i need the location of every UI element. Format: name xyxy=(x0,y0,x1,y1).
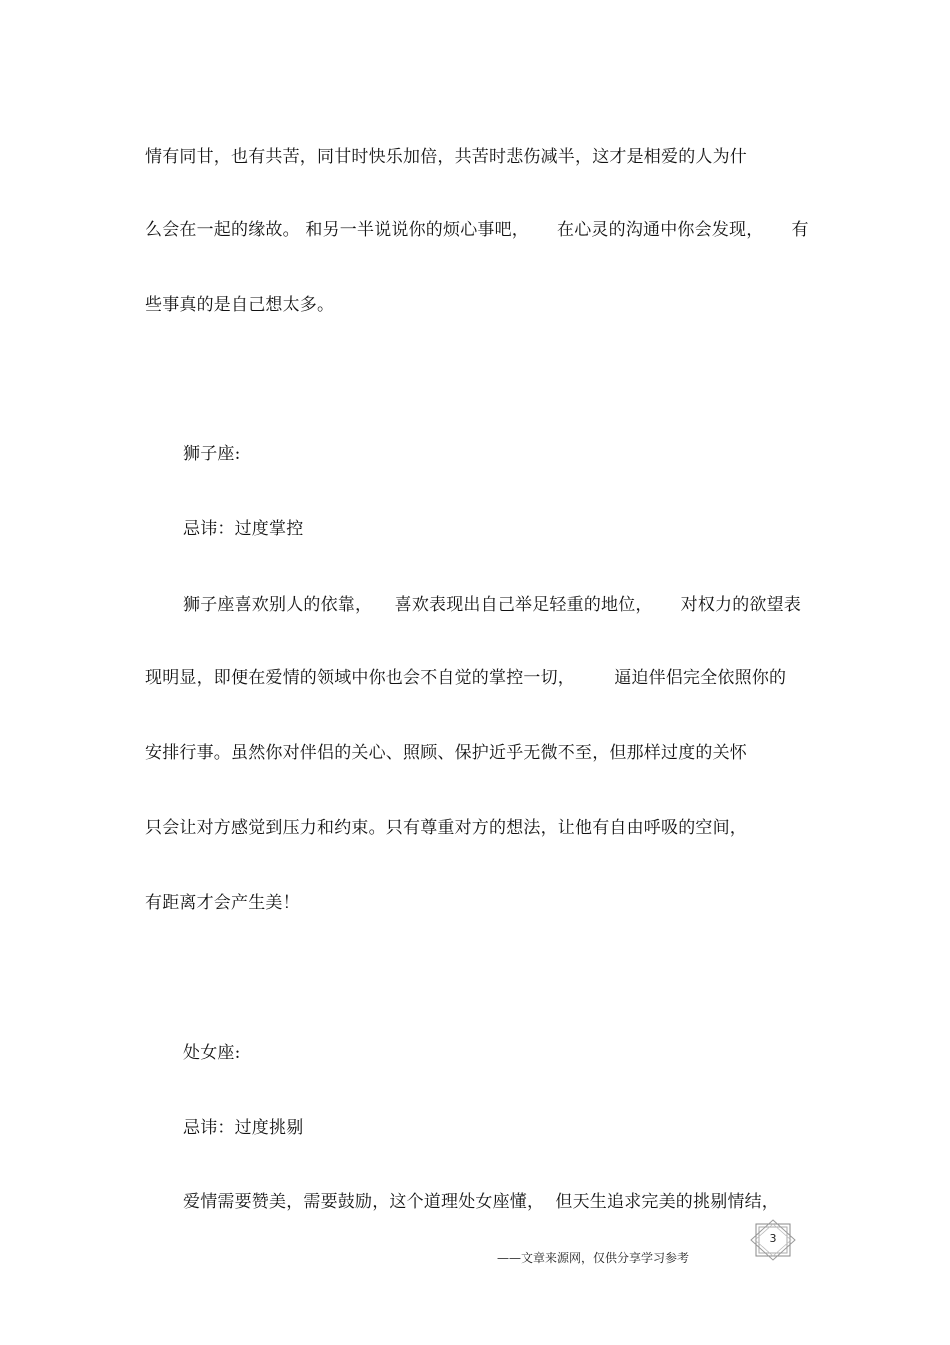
page-number: 3 xyxy=(769,1232,777,1245)
paragraph-line: 只会让对方感觉到压力和约束。只有尊重对方的想法，让他有自由呼吸的空间， xyxy=(145,818,747,838)
section-heading-leo: 狮子座: xyxy=(183,444,241,464)
taboo-leo: 忌讳：过度掌控 xyxy=(183,519,304,539)
paragraph-line: 情有同甘，也有共苦，同甘时快乐加倍，共苦时悲伤减半，这才是相爱的人为什 xyxy=(145,147,747,167)
page-number-badge xyxy=(748,1219,798,1261)
paragraph-line: 安排行事。虽然你对伴侣的关心、照顾、保护近乎无微不至，但那样过度的关怀 xyxy=(145,743,747,763)
paragraph-line: 现明显，即便在爱情的领域中你也会不自觉的掌控一切， 逼迫伴侣完全依照你的 xyxy=(145,668,787,688)
paragraph-line: 么会在一起的缘故。 和另一半说说你的烦心事吧， 在心灵的沟通中你会发现， 有 xyxy=(145,220,809,240)
section-heading-virgo: 处女座: xyxy=(183,1043,241,1063)
paragraph-line: 狮子座喜欢别人的依靠， 喜欢表现出自己举足轻重的地位， 对权力的欲望表 xyxy=(183,595,802,615)
paragraph-line: 些事真的是自己想太多。 xyxy=(145,295,335,315)
footer-source-note: ——文章来源网，仅供分享学习参考 xyxy=(497,1251,690,1265)
taboo-virgo: 忌讳：过度挑剔 xyxy=(183,1118,304,1138)
paragraph-line: 爱情需要赞美，需要鼓励，这个道理处女座懂， 但天生追求完美的挑剔情结， xyxy=(183,1192,780,1212)
paragraph-line: 有距离才会产生美！ xyxy=(145,893,300,913)
